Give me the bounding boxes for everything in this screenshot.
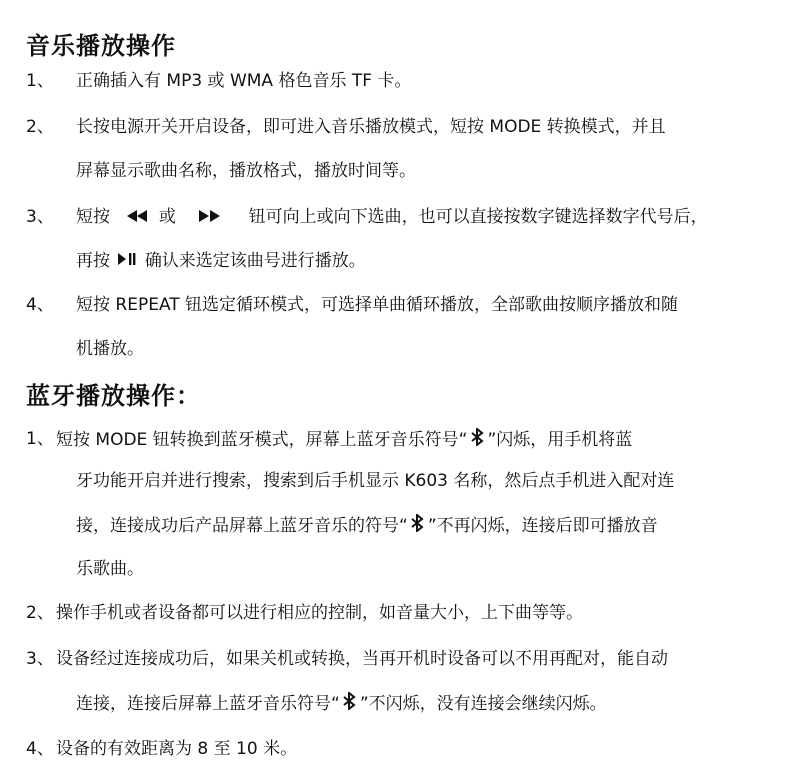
text: 再按 xyxy=(76,251,110,271)
bluetooth-item-1-line-1 xyxy=(56,428,632,452)
rewind-icon xyxy=(125,206,149,228)
bluetooth-item-1-line-4: 乐歌曲。 xyxy=(76,559,144,579)
play-pause-icon xyxy=(117,250,137,272)
bluetooth-icon xyxy=(470,428,486,452)
bluetooth-item-3-line-2 xyxy=(76,692,607,716)
text: 确认来选定该曲号进行播放。 xyxy=(144,251,366,271)
bluetooth-icon xyxy=(342,692,358,716)
music-item-3-line-2 xyxy=(76,250,366,272)
bluetooth-item-2: 操作手机或者设备都可以进行相应的控制，如音量大小，上下曲等等。 xyxy=(56,603,583,623)
text: 短按 xyxy=(76,207,110,227)
text: 接，连接成功后产品屏幕上蓝牙音乐的符号“ xyxy=(76,516,408,536)
list-number: 4、 xyxy=(26,739,54,759)
bluetooth-item-1-line-2: 牙功能开启并进行搜索，搜索到后手机显示 K603 名称，然后点手机进入配对连 xyxy=(76,471,675,491)
music-item-1: 正确插入有 MP3 或 WMA 格色音乐 TF 卡。 xyxy=(76,71,412,91)
music-item-4-line-2: 机播放。 xyxy=(76,339,144,359)
text: ”不闪烁，没有连接会继续闪烁。 xyxy=(359,694,607,714)
bluetooth-section-title: 蓝牙播放操作： xyxy=(26,382,201,410)
bluetooth-item-1-line-3 xyxy=(76,514,658,538)
text: 连接，连接后屏幕上蓝牙音乐符号“ xyxy=(76,694,340,714)
music-item-3-line-1 xyxy=(76,206,708,228)
fast-forward-icon xyxy=(197,206,223,228)
text: ”不再闪烁，连接后即可播放音 xyxy=(427,516,658,536)
music-item-2-line-1: 长按电源开关开启设备，即可进入音乐播放模式，短按 MODE 转换模式，并且 xyxy=(76,117,666,137)
bluetooth-icon xyxy=(410,514,426,538)
list-number: 2、 xyxy=(26,117,54,137)
text: 或 xyxy=(158,207,176,227)
bluetooth-item-3-line-1: 设备经过连接成功后，如果关机或转换，当再开机时设备可以不用再配对，能自动 xyxy=(56,649,668,669)
music-section-title: 音乐播放操作 xyxy=(26,32,176,60)
list-number: 4、 xyxy=(26,295,54,315)
text: 短按 MODE 钮转换到蓝牙模式，屏幕上蓝牙音乐符号“ xyxy=(56,430,468,450)
list-number: 3、 xyxy=(26,649,54,669)
text: ”闪烁，用手机将蓝 xyxy=(487,430,633,450)
list-number: 3、 xyxy=(26,207,54,227)
list-number: 1、 xyxy=(26,71,54,91)
music-item-2-line-2: 屏幕显示歌曲名称，播放格式，播放时间等。 xyxy=(76,161,416,181)
text: 钮可向上或向下选曲，也可以直接按数字键选择数字代号后， xyxy=(248,207,708,227)
bluetooth-item-4: 设备的有效距离为 8 至 10 米。 xyxy=(56,739,298,759)
music-item-4-line-1: 短按 REPEAT 钮选定循环模式，可选择单曲循环播放，全部歌曲按顺序播放和随 xyxy=(76,295,679,315)
list-number: 1、 xyxy=(26,429,54,449)
list-number: 2、 xyxy=(26,603,54,623)
